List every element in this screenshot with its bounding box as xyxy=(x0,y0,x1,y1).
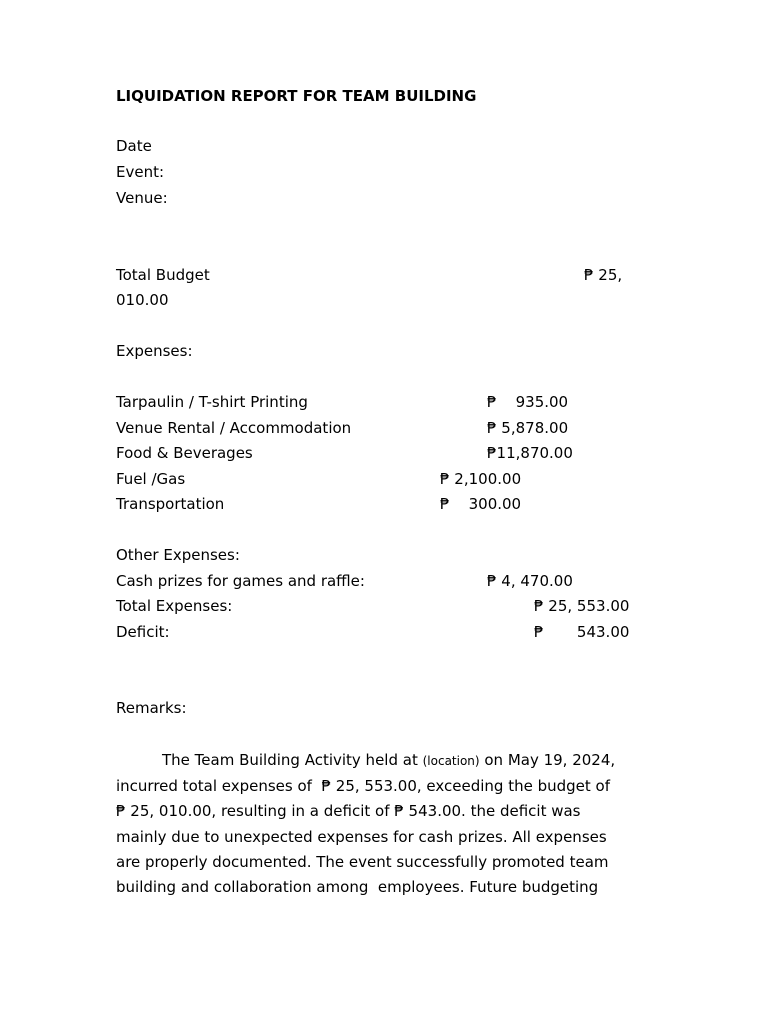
remarks-text: on May 19, 2024, xyxy=(479,751,616,769)
expense-amount: ₱11,870.00 xyxy=(487,444,573,462)
remarks-line-5: are properly documented. The event successfully promoted team xyxy=(116,853,609,871)
total-budget-value-part2: 010.00 xyxy=(116,291,169,309)
remarks-text: The Team Building Activity held at xyxy=(162,751,423,769)
other-expense-amount: ₱ 4, 470.00 xyxy=(487,572,573,590)
deficit-amount: ₱ 543.00 xyxy=(534,623,630,641)
remarks-line-4: mainly due to unexpected expenses for cash prizes. All expenses xyxy=(116,828,607,846)
total-budget-label: Total Budget xyxy=(116,266,210,284)
deficit-label: Deficit: xyxy=(116,623,170,641)
remarks-line-1 xyxy=(162,751,615,770)
expense-label: Tarpaulin / T-shirt Printing xyxy=(116,393,308,411)
expense-label: Fuel /Gas xyxy=(116,470,186,488)
expense-amount: ₱ 2,100.00 xyxy=(440,470,522,488)
other-expense-label: Cash prizes for games and raffle: xyxy=(116,572,365,590)
total-budget-value-part1: ₱ 25, xyxy=(584,266,623,284)
total-expenses-amount: ₱ 25, 553.00 xyxy=(534,597,630,615)
expense-label: Food & Beverages xyxy=(116,444,253,462)
event-label: Event: xyxy=(116,163,165,181)
expense-amount: ₱ 935.00 xyxy=(487,393,569,411)
venue-label: Venue: xyxy=(116,189,168,207)
total-expenses-label: Total Expenses: xyxy=(116,597,233,615)
remarks-heading: Remarks: xyxy=(116,699,187,717)
remarks-line-6: building and collaboration among employees. Future budgeting xyxy=(116,878,599,896)
document-title: LIQUIDATION REPORT FOR TEAM BUILDING xyxy=(116,87,477,105)
expense-amount: ₱ 5,878.00 xyxy=(487,419,569,437)
expenses-heading: Expenses: xyxy=(116,342,193,360)
location-placeholder: (location) xyxy=(422,754,480,768)
remarks-line-2: incurred total expenses of ₱ 25, 553.00, exceeding the budget of xyxy=(116,777,610,795)
remarks-line-3: ₱ 25, 010.00, resulting in a deficit of ₱ 543.00. the deficit was xyxy=(116,802,581,820)
expense-amount: ₱ 300.00 xyxy=(440,495,522,513)
expense-label: Venue Rental / Accommodation xyxy=(116,419,352,437)
other-expenses-heading: Other Expenses: xyxy=(116,546,240,564)
expense-label: Transportation xyxy=(116,495,225,513)
date-label: Date xyxy=(116,137,152,155)
